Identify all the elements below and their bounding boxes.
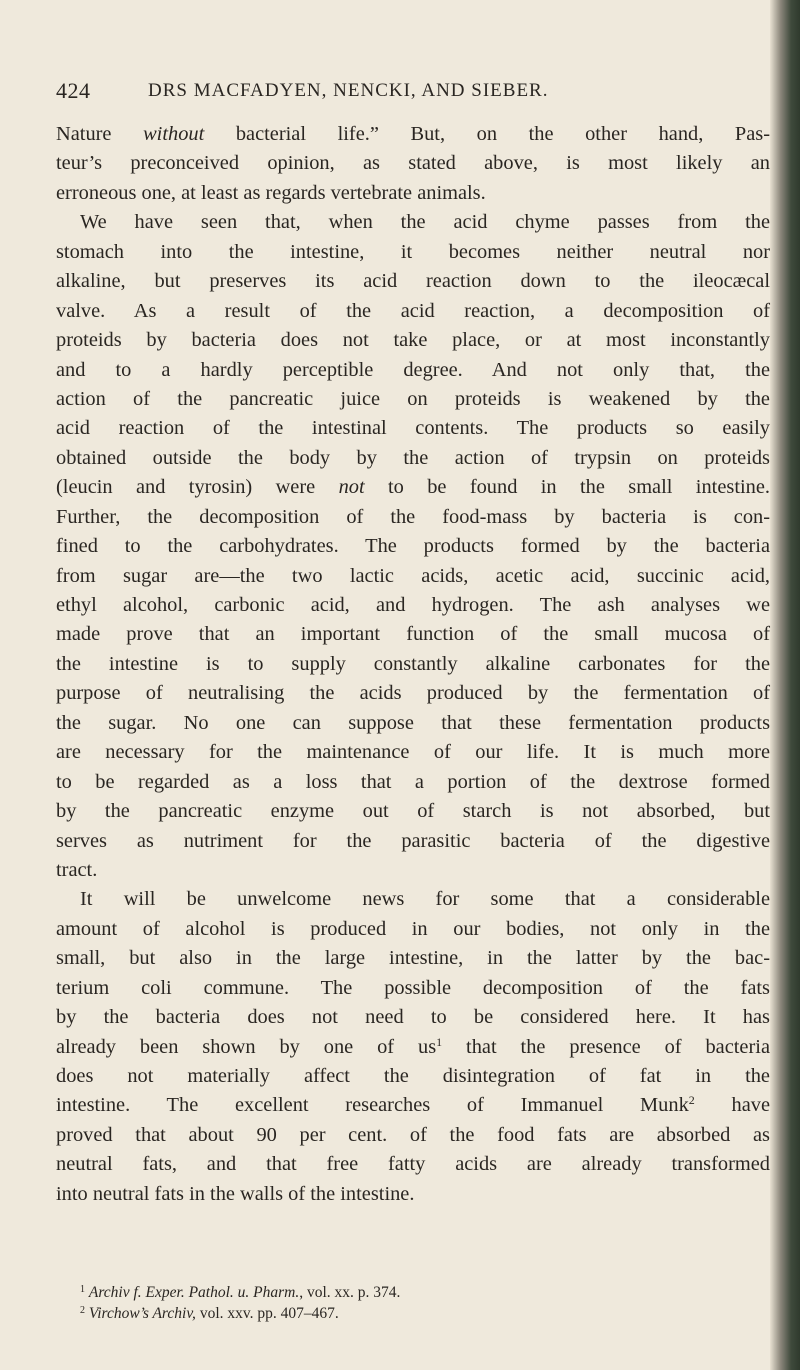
text-line: ethyl alcohol, carbonic acid, and hydrogen. The ash analyses we xyxy=(56,594,770,616)
text-line: already been shown by one of $us^1$ that the presence of bacteria xyxy=(56,1034,770,1058)
text-line: fined to the carbohydrates. The products formed by the bacteria xyxy=(56,535,770,558)
text-line: tract. xyxy=(56,858,98,881)
paragraph-start-line: We have seen that, when the acid chyme passes from the xyxy=(80,211,770,234)
text-line: amount of alcohol is produced in our bodies, not only in the xyxy=(56,917,770,940)
paragraph-start-line: It will be unwelcome news for some that a considerable xyxy=(80,888,770,911)
text-line: does not materially affect the disintegration of fat in the xyxy=(56,1065,770,1087)
text-line: acid reaction of the intestinal contents. The products so easily xyxy=(56,417,770,440)
text-line: Further, the decomposition of the food-mass by bacteria is con- xyxy=(56,505,770,528)
text-line: by the bacteria does not need to be considered here. It has xyxy=(56,1006,770,1029)
text-line: by the pancreatic enzyme out of starch is not absorbed, but xyxy=(56,800,770,823)
footnote: $^2$ Virchow’s Archiv, vol. xxv. pp. 407–467. xyxy=(80,1305,339,1322)
body-text xyxy=(56,120,770,1209)
footnote-ref: 1 xyxy=(436,1034,443,1049)
text-line: serves as nutriment for the parasitic bacteria of the digestive xyxy=(56,829,770,852)
text-line: erroneous one, at least as regards vertebrate animals. xyxy=(56,181,486,204)
text-line: purpose of neutralising the acids produced by the fermentation of xyxy=(56,682,770,705)
text-line: obtained outside the body by the action of trypsin on proteids xyxy=(56,446,770,469)
text-line: Nature without bacterial life.” But, on the other hand, Pas- xyxy=(56,123,771,145)
page-number: 424 xyxy=(56,78,91,103)
text-line: stomach into the intestine, it becomes neither neutral nor xyxy=(56,240,770,263)
text-line: into neutral fats in the walls of the intestine. xyxy=(56,1182,415,1205)
text-line: the sugar. No one can suppose that these fermentation products xyxy=(56,711,770,734)
text-line: intestine. The excellent researches of Immanuel Munk$^2$ have xyxy=(56,1093,770,1117)
text-line: are necessary for the maintenance of our life. It is much more xyxy=(56,741,770,764)
page-header xyxy=(56,78,756,108)
footnote-ref: 2 xyxy=(688,1093,695,1108)
text-line: terium coli commune. The possible decomposition of the fats xyxy=(56,976,770,999)
text-line: small, but also in the large intestine, in the latter by the bac- xyxy=(56,947,770,970)
text-line: valve. As a result of the acid reaction, a decomposition of xyxy=(56,299,770,322)
footnotes xyxy=(56,1282,746,1324)
text-line: the intestine is to supply constantly alkaline carbonates for the xyxy=(56,652,770,675)
text-line: from sugar are—the two lactic acids, acetic acid, succinic acid, xyxy=(56,564,770,587)
text-line: alkaline, but preserves its acid reaction down to the ileocæcal xyxy=(56,270,770,293)
text-line: made prove that an important function of the small mucosa of xyxy=(56,623,770,646)
footnote: $^1$ Archiv f. Exper. Pathol. u. Pharm., vol. xx. p. 374. xyxy=(80,1284,401,1301)
adjacent-page-edge xyxy=(770,0,800,1370)
text-line: to be regarded as a loss that a portion of the dextrose formed xyxy=(56,770,770,793)
text-line: proteids by bacteria does not take place, or at most inconstantly xyxy=(56,329,770,352)
text-line: proved that about 90 per cent. of the food fats are absorbed as xyxy=(56,1123,770,1146)
running-head: DRS MACFADYEN, NENCKI, AND SIEBER. xyxy=(148,80,549,101)
text-line: and to a hardly perceptible degree. And not only that, the xyxy=(56,358,770,381)
text-line: teur’s preconceived opinion, as stated above, is most likely an xyxy=(56,152,770,175)
text-line: neutral fats, and that free fatty acids are already transformed xyxy=(56,1153,770,1176)
text-line: (leucin and tyrosin) were not to be found in the small intestine. xyxy=(56,476,770,499)
text-line: action of the pancreatic juice on proteids is weakened by the xyxy=(56,387,770,410)
